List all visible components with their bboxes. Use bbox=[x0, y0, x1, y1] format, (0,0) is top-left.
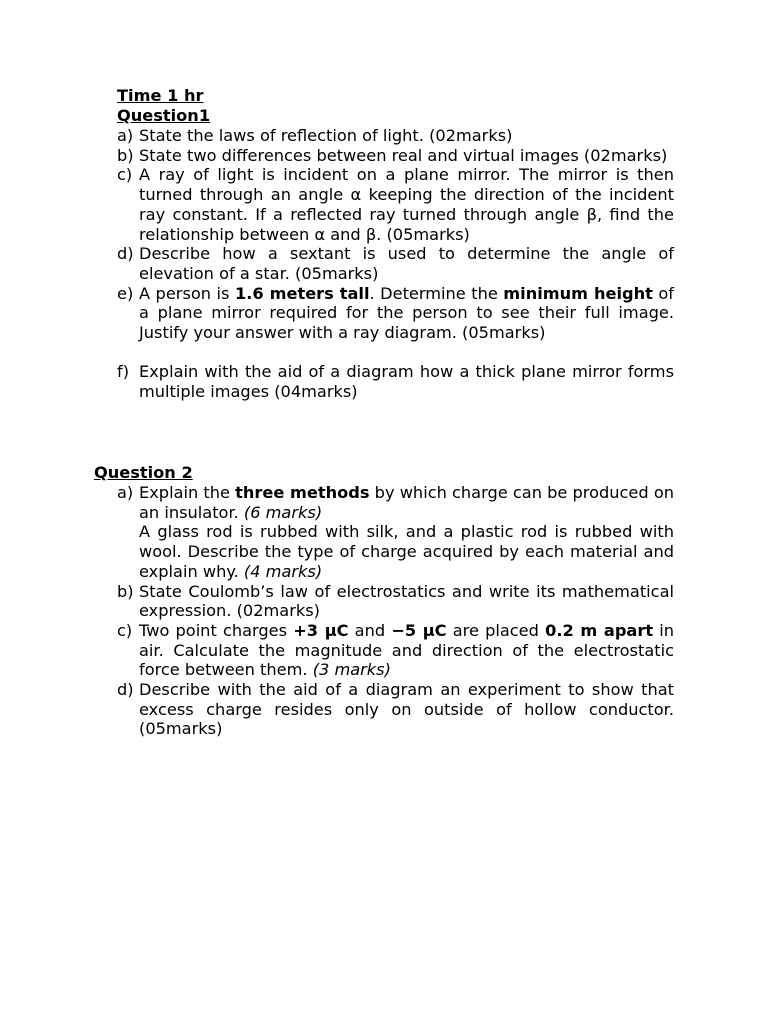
item-marker: a) bbox=[117, 126, 134, 145]
text-run: Explain the bbox=[139, 483, 236, 502]
text-run: A person is bbox=[139, 283, 235, 303]
item-marker: b) bbox=[117, 145, 134, 165]
item-marker: d) bbox=[117, 244, 134, 264]
item-marker: e) bbox=[117, 283, 134, 303]
item-marker: d) bbox=[117, 680, 134, 700]
text-run: of a plane mirror required for the person to see their full image. Justify your answer with a ray diagram. (05marks) bbox=[139, 283, 674, 343]
text-run: . Determine the bbox=[369, 283, 504, 303]
text-run: in air. Calculate the magnitude and direction of the electrostatic force between them. bbox=[139, 620, 674, 680]
item-marker: b) bbox=[117, 581, 134, 601]
item-text: A ray of light is incident on a plane mirror. The mirror is then turned through an angle α keeping the direction of the incident ray constant. If a reflected ray turned through angle β, find the relationship between α and β. (05marks) bbox=[139, 165, 674, 244]
marks-label: (6 marks) bbox=[243, 502, 323, 522]
question2-item-b bbox=[117, 582, 674, 621]
item-text bbox=[139, 284, 674, 343]
item-text: Explain with the aid of a diagram how a thick plane mirror forms multiple images (04marks) bbox=[139, 362, 674, 402]
item-marker: c) bbox=[117, 165, 133, 185]
text-run: by which charge can be produced on an insulator. bbox=[139, 483, 675, 522]
question1-item-f bbox=[117, 362, 674, 401]
item-marker: f) bbox=[117, 362, 130, 382]
bold-minimum-height: minimum height bbox=[503, 283, 653, 303]
question2-heading: Question 2 bbox=[94, 463, 193, 482]
question2-item-a bbox=[117, 483, 674, 582]
question1-list bbox=[117, 126, 674, 402]
marks-label: (4 marks) bbox=[243, 561, 323, 581]
item-text-continued bbox=[139, 522, 674, 581]
text-run: are placed bbox=[446, 620, 546, 640]
question1-item-e bbox=[117, 284, 674, 343]
question1-item-b bbox=[117, 146, 674, 166]
question1-item-d bbox=[117, 244, 674, 283]
blank-line bbox=[117, 343, 674, 363]
question1-heading: Question1 bbox=[117, 106, 211, 125]
bold-charge-2: −5 μC bbox=[391, 620, 447, 640]
item-text: Describe with the aid of a diagram an experiment to show that excess charge resides only on outside of hollow conductor. (05marks) bbox=[139, 680, 674, 739]
question1-item-a bbox=[117, 126, 674, 146]
bold-three-methods: three methods bbox=[235, 483, 370, 502]
text-run: and bbox=[348, 620, 392, 640]
question2-item-d bbox=[117, 680, 674, 739]
text-run: A glass rod is rubbed with silk, and a plastic rod is rubbed with wool. Describe the type of charge acquired by each material and explain why. bbox=[139, 522, 674, 581]
item-text: State the laws of reflection of light. (02marks) bbox=[139, 126, 513, 145]
time-allowed: Time 1 hr bbox=[117, 86, 204, 105]
marks-label: (3 marks) bbox=[312, 660, 391, 680]
bold-charge-1: +3 μC bbox=[293, 620, 349, 640]
item-text: Describe how a sextant is used to determine the angle of elevation of a star. (05marks) bbox=[139, 244, 674, 283]
item-marker: c) bbox=[117, 620, 133, 640]
item-text: State two differences between real and virtual images (02marks) bbox=[139, 145, 668, 165]
text-run: Two point charges bbox=[139, 620, 294, 640]
item-text bbox=[139, 621, 674, 680]
bold-height: 1.6 meters tall bbox=[234, 283, 370, 303]
question2-item-c bbox=[117, 621, 674, 680]
item-marker: a) bbox=[117, 483, 134, 502]
question1-item-c bbox=[117, 165, 674, 244]
item-text: State Coulomb’s law of electrostatics and write its mathematical expression. (02marks) bbox=[139, 581, 674, 621]
question2-list bbox=[117, 483, 674, 739]
item-text bbox=[139, 483, 674, 522]
bold-separation: 0.2 m apart bbox=[545, 620, 654, 640]
